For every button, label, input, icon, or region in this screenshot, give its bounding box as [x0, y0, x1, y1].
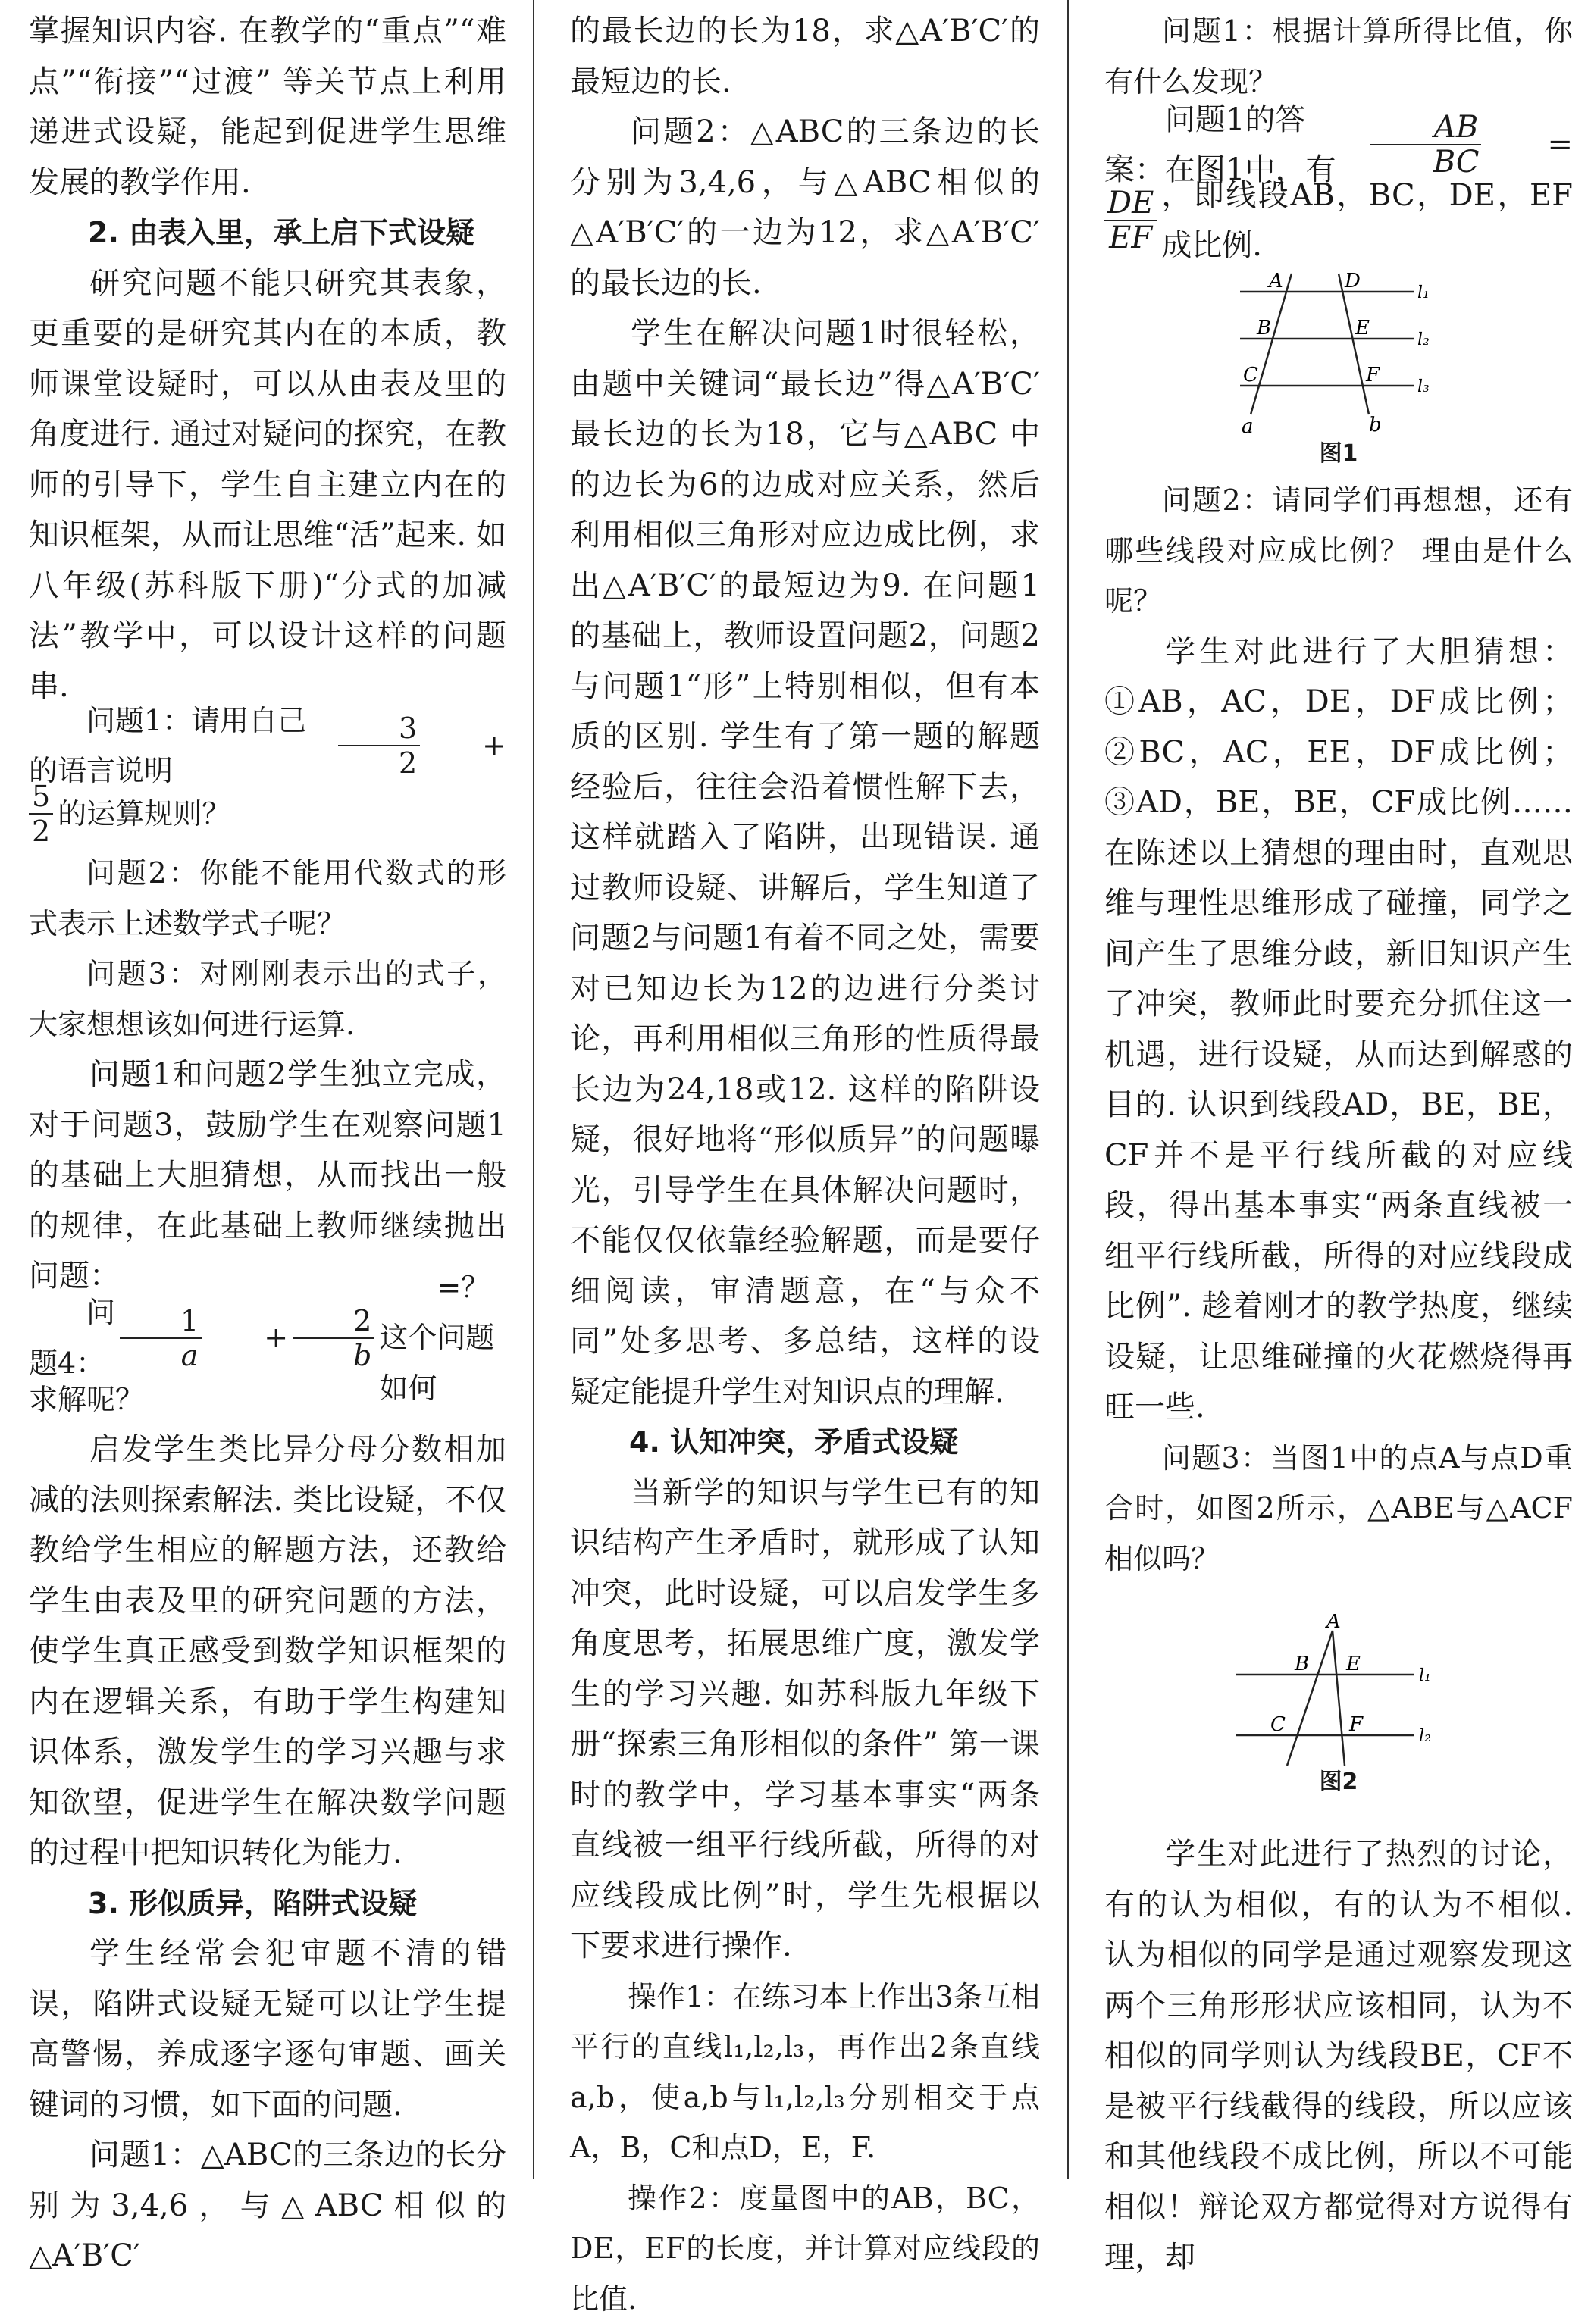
column-divider-left — [533, 0, 534, 2179]
question-text: 的运算规则？ — [58, 789, 230, 840]
line-AF — [1333, 1631, 1345, 1766]
figure-2-caption: 图2 — [1320, 1766, 1358, 1799]
label-l2: l₂ — [1419, 1727, 1431, 1746]
denominator: 2 — [338, 746, 420, 780]
label-D: D — [1344, 270, 1361, 292]
fraction — [1370, 111, 1483, 179]
figure-1-caption: 图1 — [1320, 437, 1358, 471]
paragraph: 研究问题不能只研究其表象，更重要的是研究其内在的本质，教师课堂设疑时，可以从由表及里的角度进行. 通过对疑问的探究，在教师的引导下，学生自主建立内在的知识框架，从而让思维“活”起来. 如八年级(苏科版下册)“分式的加减法”教学中，可以设计这样的问题串. — [29, 258, 506, 712]
question-2: 问题2：请同学们再想想，还有哪些线段对应成比例？ 理由是什么呢？ — [1104, 475, 1573, 627]
paragraph: 掌握知识内容. 在教学的“重点”“难点”“衔接”“过渡” 等关节点上利用递进式设疑，能起到促进学生思维发展的教学作用. — [29, 6, 506, 208]
question-1: 问题1：根据计算所得比值，你有什么发现？ — [1104, 6, 1573, 107]
label-E: E — [1355, 317, 1370, 339]
question-text: 问题1：请用自己的语言说明 — [29, 696, 334, 796]
paragraph: 问题1：△ABC的三条边的长分别为3,4,6，与△ABC相似的△A′B′C′ — [29, 2130, 506, 2282]
paragraph: 问题1和问题2学生独立完成，对于问题3，鼓励学生在观察问题1的基础上大胆猜想，从而找出一般的规律，在此基础上教师继续抛出问题： — [29, 1049, 506, 1302]
figure-2 — [1104, 1614, 1573, 1799]
column-divider-right — [1067, 0, 1069, 2179]
question-1-line — [29, 712, 506, 780]
operation-1: 操作1：在练习本上作出3条互相平行的直线l₁,l₂,l₃，再作出2条直线a,b，使a,b与l₁,l₂,l₃分别相交于点A，B，C和点D，E，F. — [570, 1972, 1040, 2173]
question-2: 问题2：你能不能用代数式的形式表示上述数学式子呢？ — [29, 848, 506, 949]
fraction — [120, 1304, 202, 1372]
label-E: E — [1345, 1653, 1361, 1675]
paragraph: 学生对此进行了大胆猜想：①AB，AC，DE，DF成比例；②BC，AC，EE，DF成比例；③AD，BE，BE，CF成比例……在陈述以上猜想的理由时，直观思维与理性思维形成了碰撞，同学之间产生了思维分歧，新旧知识产生了冲突，教师此时要充分抓住这一机遇，进行设疑，从而达到解惑的目的. 认识到线段AD，BE，BE，CF并不是平行线所截的对应线段，得出基本事实“两条直线被一组平行线所截，所得的对应线段成比例”. 趁着刚才的教学热度，继续设疑，让思维碰撞的火花燃烧得再旺一些. — [1104, 627, 1573, 1433]
section-heading-2: 2. 由表入里，承上启下式设疑 — [29, 208, 506, 258]
label-b: b — [1369, 414, 1382, 436]
line-a — [1251, 274, 1292, 414]
denominator: BC — [1370, 145, 1483, 179]
paragraph: 学生在解决问题1时很轻松，由题中关键词“最长边”得△A′B′C′最长边的长为18，它与△ABC 中的边长为6的边成对应关系，然后利用相似三角形对应边成比例，求出△A′B′C′的最短边为9. 在问题1的基础上，教师设置问题2，问题2与问题1“形”上特别相似，但有本质的区别. 学生有了第一题的解题经验后，往往会沿着惯性解下去，这样就踏入了陷阱，出现错误. 通过教师设疑、讲解后，学生知道了问题2与问题1有着不同之处，需要对已知边长为12的边进行分类讨论，再利用相似三角形的性质得最长边为24,18或12. 这样的陷阱设疑，很好地将“形似质异”的问题曝光，引导学生在具体解决问题时，不能仅仅依靠经验解题，而是要仔细阅读，审清题意，在“与众不同”处多思考、多总结，这样的设疑定能提升学生对知识点的理解. — [570, 308, 1040, 1417]
column-3 — [1104, 6, 1573, 2283]
column-2 — [570, 6, 1040, 2324]
answer-text: ，即线段AB，BC，DE，EF成比例. — [1161, 170, 1573, 271]
label-A: A — [1267, 270, 1283, 292]
label-A: A — [1325, 1614, 1341, 1633]
question-text: 问题4： — [29, 1287, 115, 1388]
column-1 — [29, 6, 506, 2282]
question-4-cont: 求解呢？ — [29, 1375, 506, 1425]
answer-text: 问题1的答案：在图1中，有 — [1104, 95, 1365, 195]
label-C: C — [1270, 1713, 1286, 1736]
paragraph: 学生对此进行了热烈的讨论，有的认为相似，有的认为不相似. 认为相似的同学是通过观察发现这两个三角形形状应该相同，认为不相似的同学则认为线段BE，CF不是被平行线截得的线段，所以应该和其他线段不成比例，所以不可能相似！辩论双方都觉得对方说得有理，却 — [1104, 1829, 1573, 2283]
paragraph: 的最长边的长为18，求△A′B′C′的最短边的长. — [570, 6, 1040, 107]
numerator: 2 — [293, 1304, 374, 1339]
fraction — [29, 780, 53, 848]
label-F: F — [1348, 1713, 1364, 1736]
numerator: 5 — [29, 780, 53, 815]
figure-1 — [1104, 263, 1573, 471]
label-l1: l₁ — [1417, 283, 1430, 302]
label-a: a — [1242, 415, 1254, 437]
label-l1: l₁ — [1419, 1666, 1431, 1685]
plus-sign: + — [206, 1312, 288, 1363]
paragraph: 启发学生类比异分母分数相加减的法则探索解法. 类比设疑，不仅教给学生相应的解题方法，还教给学生由表及里的研究问题的方法，使学生真正感受到数学知识框架的内在逻辑关系，有助于学生构建知识体系，激发学生的学习兴趣与求知欲望，促进学生在解决数学问题的过程中把知识转化为能力. — [29, 1425, 506, 1878]
label-F: F — [1365, 364, 1380, 386]
denominator: a — [121, 1339, 202, 1372]
fraction — [1104, 186, 1157, 255]
label-B: B — [1256, 317, 1271, 339]
label-C: C — [1243, 364, 1258, 386]
numerator: AB — [1370, 111, 1481, 145]
operation-2: 操作2：度量图中的AB，BC，DE，EF的长度，并计算对应线段的比值. — [570, 2173, 1040, 2324]
question-3: 问题3：对刚刚表示出的式子，大家想想该如何进行运算. — [29, 949, 506, 1049]
denominator: EF — [1106, 221, 1155, 255]
denominator: 2 — [29, 815, 53, 848]
label-l3: l₃ — [1417, 377, 1430, 396]
paragraph: 学生经常会犯审题不清的错误，陷阱式设疑无疑可以让学生提高警惕，养成逐字逐句审题、画关键词的习惯，如下面的问题. — [29, 1928, 506, 2130]
line-AC — [1287, 1631, 1333, 1766]
question-4-line — [29, 1302, 506, 1375]
section-heading-4: 4. 认知冲突，矛盾式设疑 — [570, 1417, 1040, 1468]
denominator: b — [293, 1339, 374, 1372]
figure-2-diagram — [1225, 1614, 1452, 1766]
plus-sign: + — [424, 721, 506, 771]
numerator: 3 — [338, 712, 420, 746]
paragraph: 当新学的知识与学生已有的知识结构产生矛盾时，就形成了认知冲突，此时设疑，可以启发学生多角度思考，拓展思维广度，激发学生的学习兴趣. 如苏科版九年级下册“探索三角形相似的条件” 第一课时的教学中，学习基本事实“两条直线被一组平行线所截，所得的对应线段成比例”时，学生先根据以下要求进行操作. — [570, 1468, 1040, 1972]
question-text: =？ 这个问题如何 — [379, 1262, 506, 1414]
section-heading-3: 3. 形似质异，陷阱式设疑 — [29, 1878, 506, 1929]
fraction — [338, 712, 420, 780]
equals-sign: = — [1486, 120, 1573, 170]
numerator: DE — [1104, 186, 1157, 221]
figure-1-diagram — [1225, 263, 1452, 437]
numerator: 1 — [120, 1304, 202, 1339]
label-B: B — [1294, 1653, 1309, 1675]
answer-1-cont — [1104, 183, 1573, 258]
question-3: 问题3：当图1中的点A与点D重合时，如图2所示，△ABE与△ACF相似吗？ — [1104, 1433, 1573, 1584]
fraction — [293, 1304, 374, 1372]
paragraph: 问题2：△ABC的三条边的长分别为3,4,6，与△ABC相似的△A′B′C′的一边为12，求△A′B′C′的最长边的长. — [570, 107, 1040, 308]
label-l2: l₂ — [1417, 330, 1430, 349]
line-b — [1339, 274, 1369, 414]
